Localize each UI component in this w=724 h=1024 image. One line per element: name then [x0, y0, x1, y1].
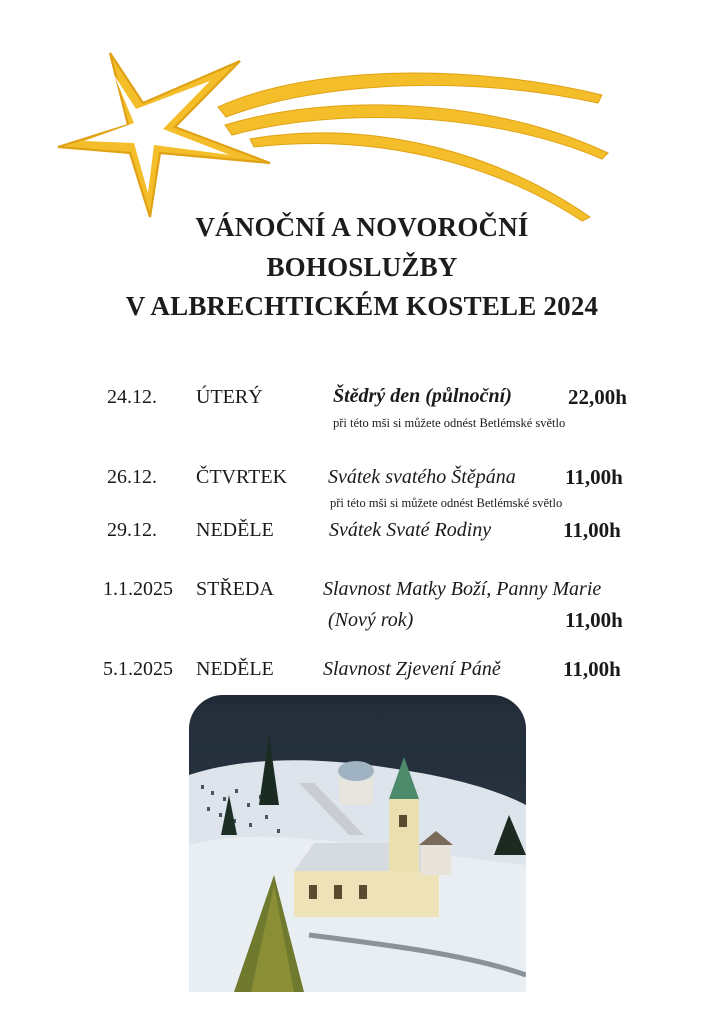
row-time: 11,00h — [563, 518, 621, 542]
row-note: při této mši si můžete odnést Betlémské světlo — [333, 416, 566, 430]
row-date: 24.12. — [107, 386, 157, 408]
row-day: NEDĚLE — [196, 519, 274, 541]
row-note: při této mši si můžete odnést Betlémské světlo — [330, 496, 563, 510]
row-date: 1.1.2025 — [103, 578, 173, 600]
row-event: Slavnost Zjevení Páně — [323, 658, 501, 680]
row-event: Slavnost Matky Boží, Panny Marie — [323, 578, 602, 600]
row-event: Svátek svatého Štěpána — [328, 466, 516, 488]
row-date: 29.12. — [107, 519, 157, 541]
row-event: Štědrý den (půlnoční) — [333, 385, 512, 407]
shooting-star-icon — [50, 45, 610, 225]
row-time: 11,00h — [565, 608, 623, 632]
row-day: STŘEDA — [196, 578, 274, 600]
row-date: 5.1.2025 — [103, 658, 173, 680]
row-event-continued: (Nový rok) — [328, 609, 414, 631]
row-date: 26.12. — [107, 466, 157, 488]
church-photo — [189, 695, 526, 992]
row-day: ČTVRTEK — [196, 466, 288, 488]
title-line-3: V ALBRECHTICKÉM KOSTELE 2024 — [125, 291, 599, 321]
title-line-2: BOHOSLUŽBY — [266, 252, 458, 282]
row-day: NEDĚLE — [196, 658, 274, 680]
row-time: 11,00h — [565, 465, 623, 489]
title-line-1: VÁNOČNÍ A NOVOROČNÍ — [195, 212, 529, 242]
row-event: Svátek Svaté Rodiny — [329, 519, 492, 541]
row-day: ÚTERÝ — [196, 386, 263, 408]
row-time: 22,00h — [568, 385, 627, 409]
row-time: 11,00h — [563, 657, 621, 681]
